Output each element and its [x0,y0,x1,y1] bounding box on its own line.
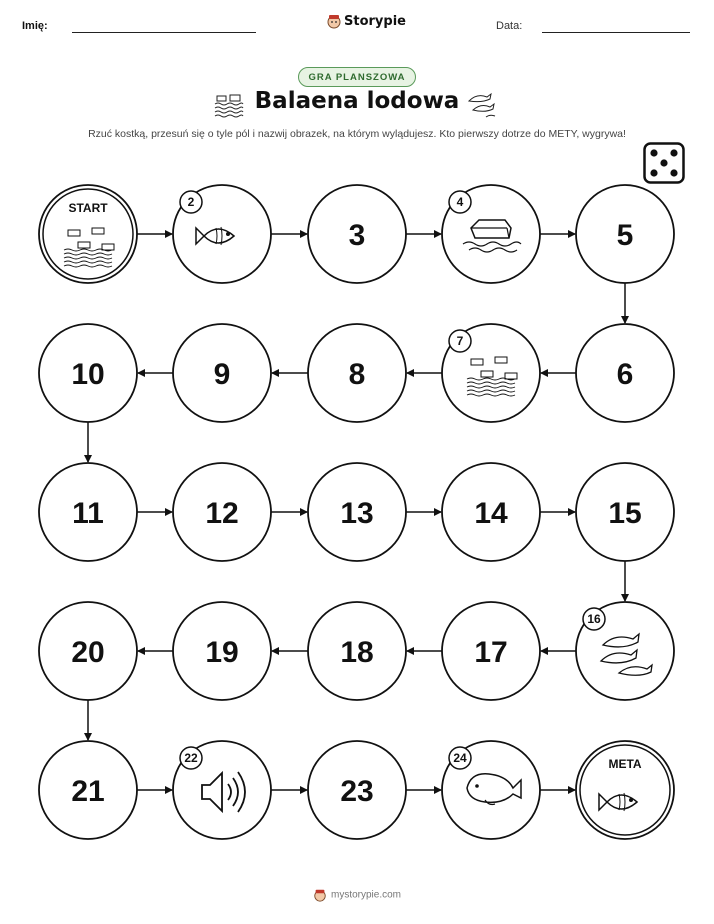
page-title: Balaena lodowa [254,88,460,114]
board-space-14[interactable] [442,463,540,561]
board-space-8[interactable] [308,324,406,422]
board-space-3[interactable] [308,185,406,283]
board-space-23[interactable] [308,741,406,839]
space-number: 18 [340,636,374,669]
board-space-4[interactable] [442,185,540,283]
space-number: 15 [608,497,642,530]
space-number-badge [180,191,202,213]
board-space-16[interactable] [576,602,674,700]
finish-label: META [608,757,642,771]
board-space-2[interactable] [173,185,271,283]
svg-text:2: 2 [187,195,195,209]
space-number: 20 [71,636,105,669]
board-space-22[interactable] [173,741,271,839]
space-number: 11 [72,497,104,530]
svg-text:22: 22 [184,751,198,765]
board-space-24[interactable] [442,741,540,839]
board-space-12[interactable] [173,463,271,561]
space-number: 23 [340,775,374,808]
board-space-7[interactable] [442,324,540,422]
space-number-badge [449,191,471,213]
footer [0,888,714,902]
start-label: START [68,201,108,215]
svg-text:7: 7 [456,334,464,348]
board-space-17[interactable] [442,602,540,700]
board-space-15[interactable] [576,463,674,561]
space-number-badge [583,608,605,630]
space-number: 9 [213,358,231,391]
footer-url[interactable]: mystorypie.com [330,889,401,901]
space-number-badge [449,747,471,769]
board-space-9[interactable] [173,324,271,422]
space-number: 5 [616,219,634,252]
board-space-11[interactable] [39,463,137,561]
board-space-6[interactable] [576,324,674,422]
space-number: 12 [205,497,239,530]
space-number-badge [449,330,471,352]
finish-space[interactable] [576,741,674,839]
space-number: 3 [348,219,366,252]
board-space-18[interactable] [308,602,406,700]
svg-text:4: 4 [456,195,464,209]
brand-name: Storypie [344,14,406,29]
svg-text:24: 24 [453,751,467,765]
space-number: 17 [474,636,508,669]
board-space-10[interactable] [39,324,137,422]
space-number: 21 [71,775,105,808]
space-number: 13 [340,497,374,530]
start-space[interactable] [39,185,137,283]
instructions: Rzuć kostką, przesuń się o tyle pól i nazwij obrazek, na którym wylądujesz. Kto pierwszy dotrze do METY, wygrywa! [88,128,626,140]
board-space-19[interactable] [173,602,271,700]
space-number: 8 [348,358,366,391]
date-label: Data: [496,20,523,32]
space-number: 14 [474,497,508,530]
svg-text:16: 16 [587,612,601,626]
board-space-21[interactable] [39,741,137,839]
footer-logo-icon [313,888,327,902]
space-number: 10 [71,358,105,391]
game-type-badge: GRA PLANSZOWA [298,67,416,87]
space-number-badge [180,747,202,769]
board-space-13[interactable] [308,463,406,561]
space-number: 19 [205,636,239,669]
board-space-5[interactable] [576,185,674,283]
space-number: 6 [616,358,634,391]
board-space-20[interactable] [39,602,137,700]
name-label: Imię: [22,20,48,32]
